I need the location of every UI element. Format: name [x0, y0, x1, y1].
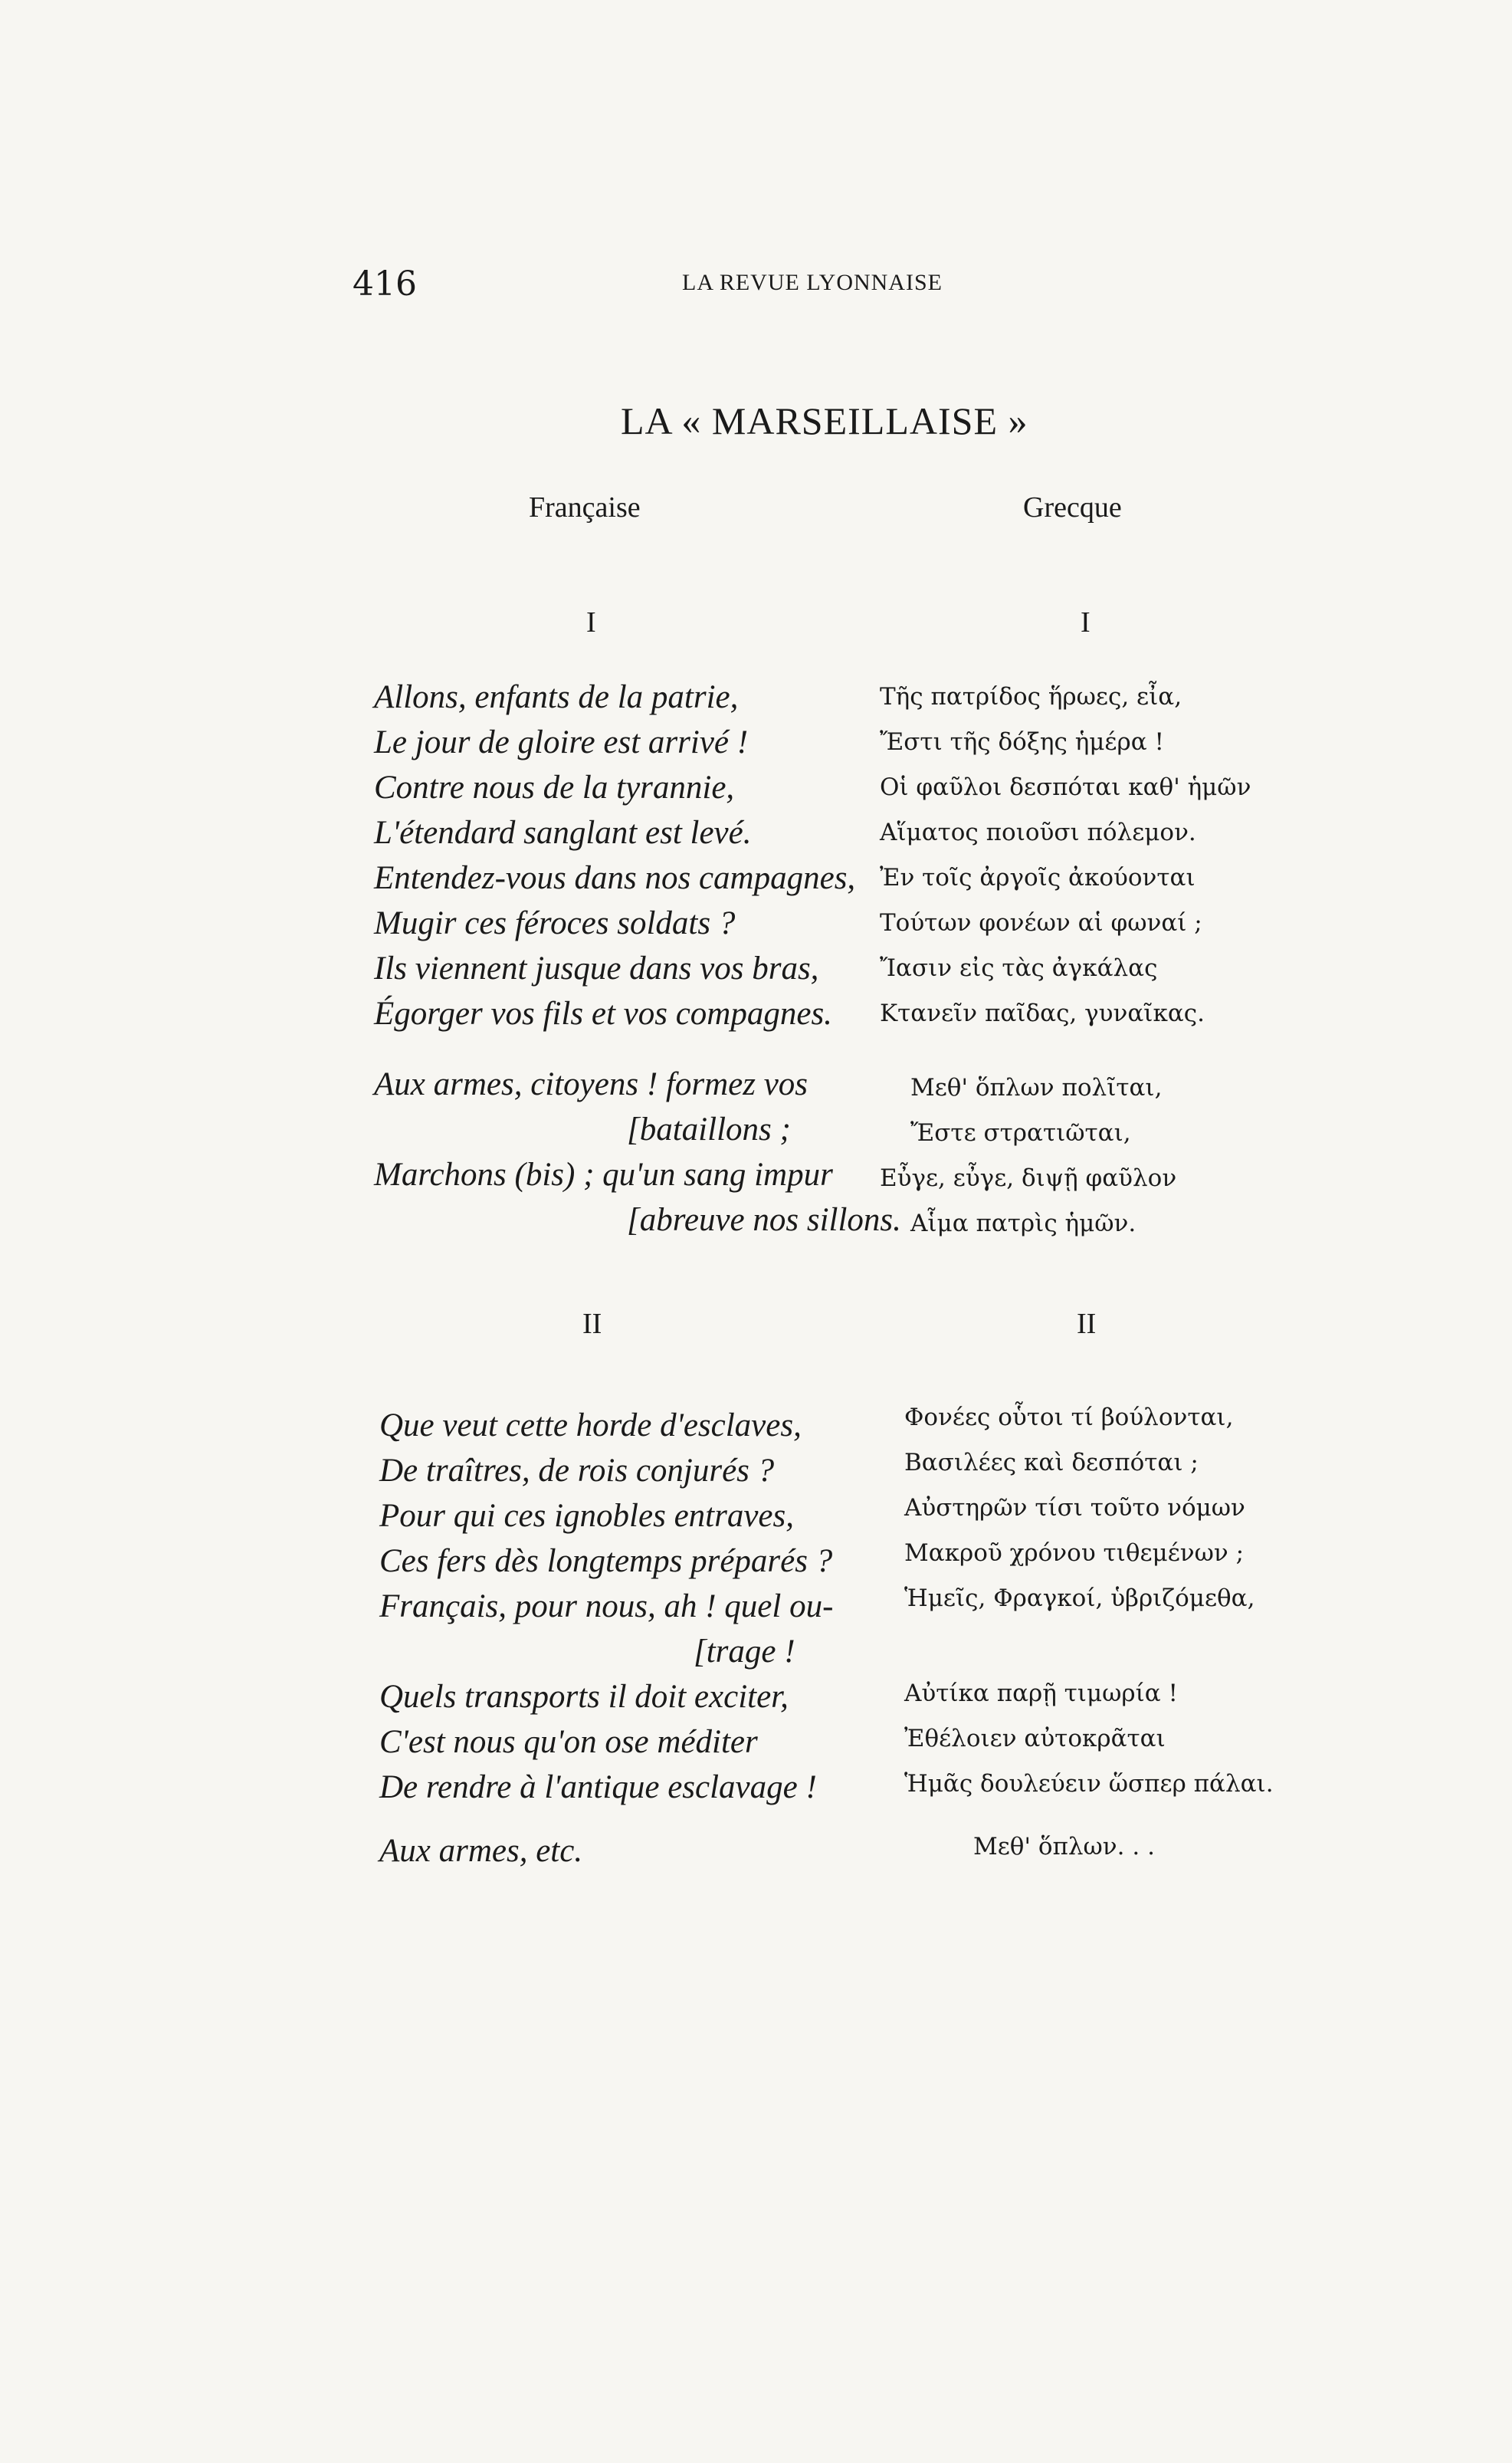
verse-line: Quels transports il doit exciter, — [379, 1679, 789, 1715]
verse-line: Égorger vos fils et vos compagnes. — [374, 996, 832, 1032]
verse-line: Ces fers dès longtemps préparés ? — [379, 1543, 833, 1579]
verse-line: C'est nous qu'on ose méditer — [379, 1724, 758, 1760]
verse-line: Βασιλέες καὶ δεσπόται ; — [904, 1449, 1199, 1476]
column-heading-greek: Grecque — [1023, 491, 1122, 524]
verse-line: Français, pour nous, ah ! quel ou- — [379, 1588, 834, 1624]
verse-line: Αὐστηρῶν τίσι τοῦτο νόμων — [904, 1494, 1245, 1522]
refrain-reference: Μεθ' ὅπλων. . . — [973, 1833, 1155, 1860]
stanza-greek-refrain — [880, 1066, 1176, 1246]
stanza-greek-verse — [880, 675, 1251, 1036]
verse-line: Μακροῦ χρόνου τιθεμένων ; — [904, 1539, 1245, 1567]
stanza-number-french: I — [586, 606, 596, 639]
verse-line: Οἱ φαῦλοι δεσπόται καθ' ἡμῶν — [880, 773, 1251, 801]
verse-line: Ἴασιν εἰς τὰς ἀγκάλας — [880, 954, 1158, 982]
verse-line: De traîtres, de rois conjurés ? — [379, 1453, 775, 1489]
stanza-french-refrain — [374, 1062, 901, 1243]
running-head: LA REVUE LYONNAISE — [682, 270, 943, 295]
verse-line-turnover: [trage ! — [694, 1634, 795, 1670]
page-title: LA « MARSEILLAISE » — [621, 399, 1028, 442]
verse-line-turnover: [bataillons ; — [627, 1112, 791, 1148]
verse-line-turnover: [abreuve nos sillons. — [627, 1202, 901, 1238]
stanza-french-verse — [379, 1403, 833, 1810]
stanza-greek-verse — [904, 1395, 1255, 1621]
verse-line: Αἷμα πατρὶς ἡμῶν. — [910, 1210, 1136, 1237]
stanza-french-verse — [374, 675, 855, 1036]
verse-line: Ἐν τοῖς ἀργοῖς ἀκούονται — [880, 864, 1195, 892]
verse-line: Allons, enfants de la patrie, — [374, 679, 739, 715]
verse-line: Τούτων φονέων αἱ φωναί ; — [880, 909, 1202, 937]
verse-line: Ils viennent jusque dans vos bras, — [374, 951, 819, 987]
refrain-reference: Aux armes, etc. — [379, 1833, 583, 1869]
verse-line: Que veut cette horde d'esclaves, — [379, 1407, 802, 1443]
verse-line: Ἐθέλοιεν αὐτοκρᾶται — [904, 1725, 1166, 1752]
verse-line: Εὖγε, εὖγε, διψῇ φαῦλον — [880, 1164, 1177, 1192]
verse-line: Contre nous de la tyrannie, — [374, 770, 735, 806]
verse-line: Φονέες οὗτοι τί βούλονται, — [904, 1404, 1234, 1431]
verse-line: Entendez-vous dans nos campagnes, — [374, 860, 856, 896]
stanza-number-french: II — [582, 1308, 602, 1340]
verse-line: Αὐτίκα παρῇ τιμωρία ! — [904, 1680, 1179, 1707]
verse-line: Κτανεῖν παῖδας, γυναῖκας. — [880, 1000, 1205, 1027]
stanza-number-greek: II — [1077, 1308, 1097, 1340]
verse-line: Ἡμᾶς δουλεύειν ὥσπερ πάλαι. — [904, 1770, 1274, 1798]
verse-line: Μεθ' ὅπλων πολῖται, — [910, 1074, 1163, 1102]
verse-line: Mugir ces féroces soldats ? — [374, 905, 736, 941]
stanza-number-greek: I — [1081, 606, 1091, 639]
verse-line: Marchons (bis) ; qu'un sang impur — [374, 1157, 833, 1193]
verse-line: Pour qui ces ignobles entraves, — [379, 1498, 794, 1534]
stanza-greek-verse-cont — [904, 1671, 1274, 1807]
verse-line: Τῆς πατρίδος ἥρωες, εἶα, — [880, 683, 1182, 711]
verse-line: Ἔστε στρατιῶται, — [910, 1119, 1131, 1147]
verse-line: Αἵματος ποιοῦσι πόλεμον. — [880, 819, 1196, 846]
verse-line: Ἡμεῖς, Φραγκοί, ὑβριζόμεθα, — [904, 1585, 1255, 1612]
page-number: 416 — [353, 264, 417, 304]
column-heading-french: Française — [529, 491, 641, 524]
verse-line: L'étendard sanglant est levé. — [374, 815, 752, 851]
verse-line: De rendre à l'antique esclavage ! — [379, 1769, 817, 1805]
verse-line: Aux armes, citoyens ! formez vos — [374, 1066, 808, 1102]
verse-line: Ἔστι τῆς δόξης ἡμέρα ! — [880, 728, 1164, 756]
verse-line: Le jour de gloire est arrivé ! — [374, 724, 749, 760]
